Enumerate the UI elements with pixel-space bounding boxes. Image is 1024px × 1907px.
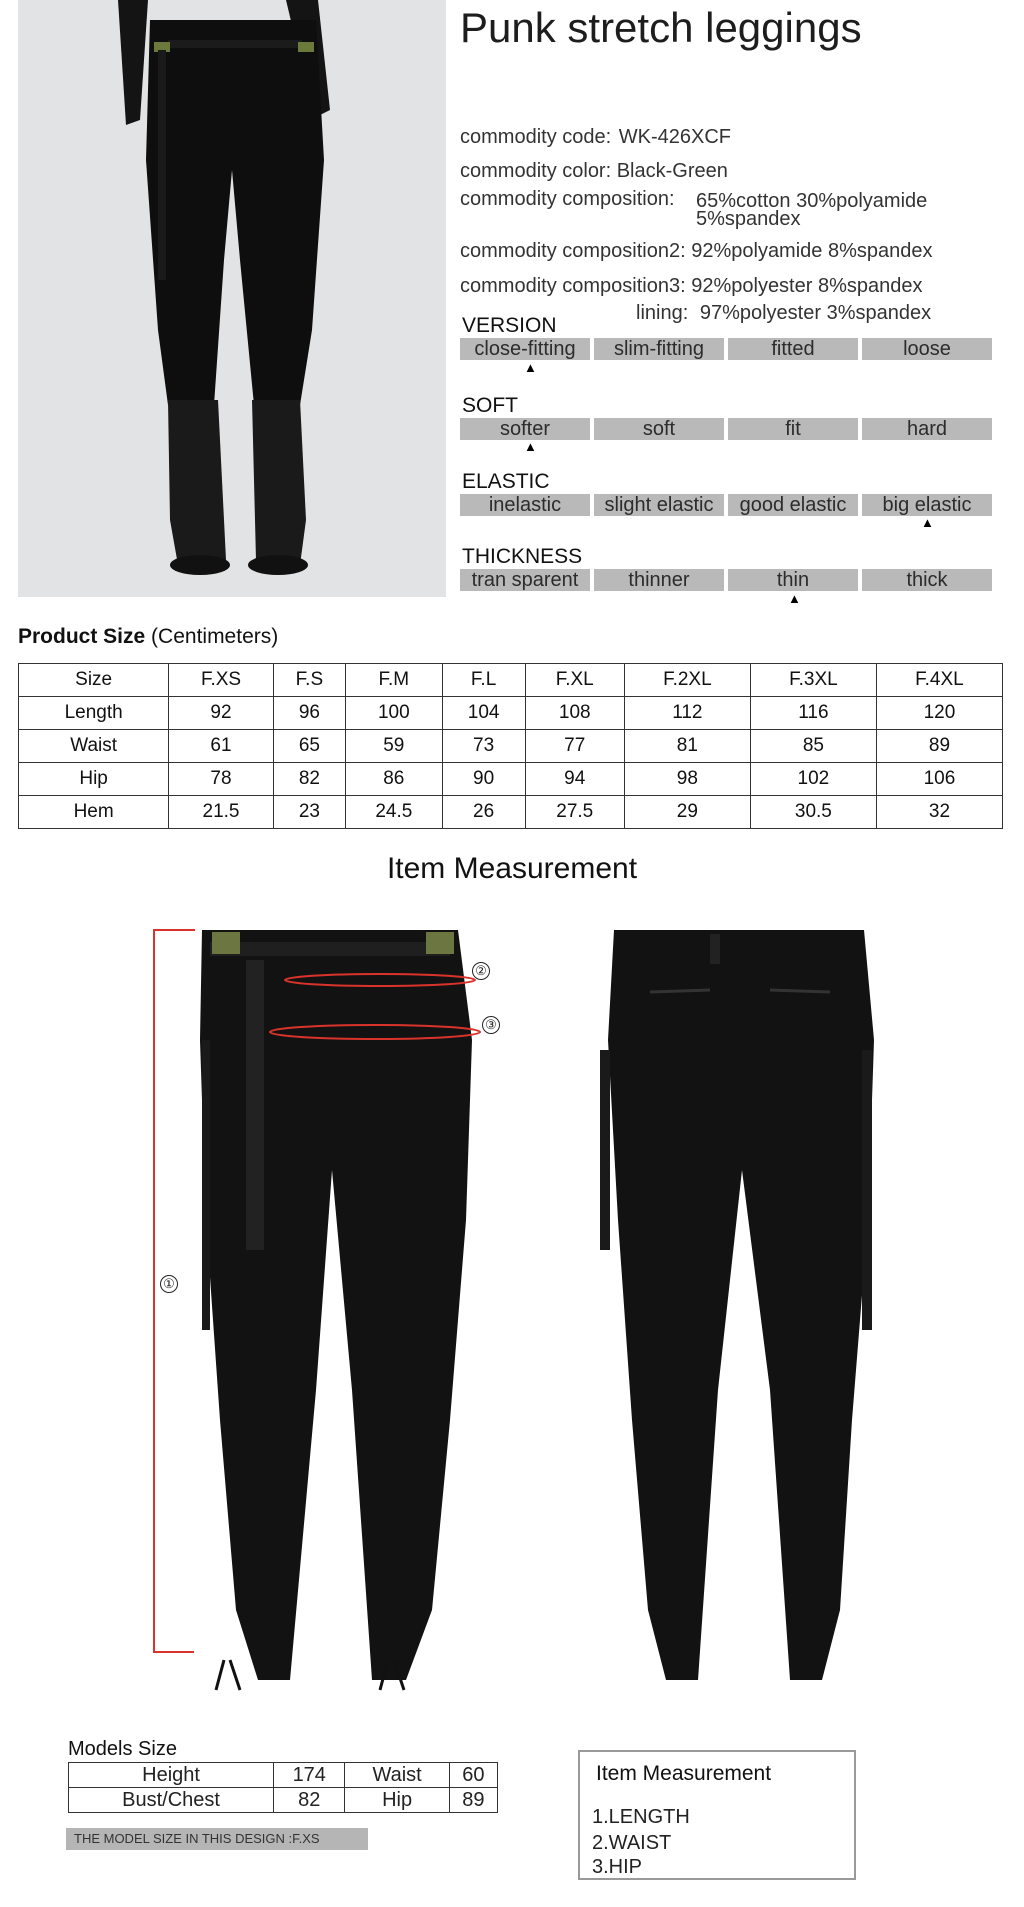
table-header-cell: F.L [442, 664, 525, 697]
table-cell: 27.5 [525, 796, 624, 829]
measurement-lines [150, 928, 510, 1678]
spec-composition2 [460, 240, 933, 263]
table-cell: 89 [449, 1788, 497, 1813]
spec-color [460, 160, 728, 183]
triangle-marker-icon: ▲ [921, 515, 934, 530]
spec-value: 92%polyester 8%spandex [691, 275, 923, 297]
table-cell: 174 [274, 1763, 345, 1788]
table-header-cell: F.M [346, 664, 443, 697]
attr-option: thick [862, 569, 992, 591]
size-chart-table [18, 663, 1003, 829]
attr-option: big elastic [862, 494, 992, 516]
table-header-cell: F.3XL [750, 664, 876, 697]
attr-option: close-fitting [460, 338, 590, 360]
table-cell: 59 [346, 730, 443, 763]
table-cell: Bust/Chest [69, 1788, 274, 1813]
table-cell: 21.5 [169, 796, 274, 829]
spec-value: WK-426XCF [618, 126, 731, 148]
table-cell: Hip [345, 1788, 449, 1813]
table-header-cell: F.4XL [876, 664, 1002, 697]
attr-option: hard [862, 418, 992, 440]
table-cell: 24.5 [346, 796, 443, 829]
table-cell: 96 [273, 697, 345, 730]
table-row [19, 697, 1003, 730]
legend-title: Item Measurement [596, 1762, 772, 1785]
table-cell: 60 [449, 1763, 497, 1788]
size-chart-unit: (Centimeters) [151, 625, 279, 648]
attr-option: thin [728, 569, 858, 591]
table-header-cell: Size [19, 664, 169, 697]
model-photo [18, 0, 446, 597]
attr-option: softer [460, 418, 590, 440]
attr-version-heading: VERSION [462, 314, 557, 337]
table-row [19, 730, 1003, 763]
spec-value: 92%polyamide 8%spandex [691, 240, 933, 262]
length-marker: ① [160, 1275, 178, 1293]
triangle-marker-icon: ▲ [524, 439, 537, 454]
table-cell: 98 [624, 763, 750, 796]
table-row [19, 796, 1003, 829]
spec-value: 97%polyester 3%spandex [699, 302, 932, 324]
back-pants-image [590, 920, 890, 1700]
attr-option: loose [862, 338, 992, 360]
attr-option: inelastic [460, 494, 590, 516]
table-row [19, 664, 1003, 697]
attr-option: fitted [728, 338, 858, 360]
spec-lining [636, 302, 931, 325]
measurement-legend [578, 1750, 856, 1880]
table-cell: 120 [876, 697, 1002, 730]
spec-label: commodity composition2: [460, 240, 686, 262]
legend-item: 3.HIP [592, 1856, 643, 1878]
table-cell: Waist [345, 1763, 449, 1788]
table-cell: 104 [442, 697, 525, 730]
table-cell: 112 [624, 697, 750, 730]
measurement-title: Item Measurement [386, 852, 638, 885]
attr-elastic-heading: ELASTIC [462, 470, 550, 493]
attr-elastic-scale [460, 494, 992, 516]
table-cell: 86 [346, 763, 443, 796]
attr-thickness-heading: THICKNESS [462, 545, 583, 568]
table-cell: 100 [346, 697, 443, 730]
product-title: Punk stretch leggings [460, 4, 862, 51]
table-cell: Length [19, 697, 169, 730]
table-cell: Hip [19, 763, 169, 796]
table-cell: 92 [169, 697, 274, 730]
attr-option: soft [594, 418, 724, 440]
table-cell: 26 [442, 796, 525, 829]
table-cell: 94 [525, 763, 624, 796]
table-cell: 85 [750, 730, 876, 763]
table-cell: 61 [169, 730, 274, 763]
models-size-heading: Models Size [68, 1738, 177, 1760]
spec-value: Black-Green [616, 160, 728, 182]
table-cell: 90 [442, 763, 525, 796]
models-size-table [68, 1762, 498, 1813]
table-row [69, 1763, 498, 1788]
table-cell: Waist [19, 730, 169, 763]
spec-label: commodity composition3: [460, 275, 686, 297]
attr-option: tran sparent [460, 569, 590, 591]
spec-label: commodity code: [460, 126, 612, 148]
table-header-cell: F.XS [169, 664, 274, 697]
table-header-cell: F.S [273, 664, 345, 697]
table-cell: 116 [750, 697, 876, 730]
legend-item: 1.LENGTH [592, 1806, 690, 1828]
table-cell: 65 [273, 730, 345, 763]
table-cell: 108 [525, 697, 624, 730]
triangle-marker-icon: ▲ [788, 591, 801, 606]
attr-soft-scale [460, 418, 992, 440]
table-cell: Hem [19, 796, 169, 829]
hip-marker: ③ [482, 1016, 500, 1034]
table-header-cell: F.2XL [624, 664, 750, 697]
table-cell: 29 [624, 796, 750, 829]
table-cell: 78 [169, 763, 274, 796]
legend-item: 2.WAIST [592, 1832, 672, 1854]
table-cell: 32 [876, 796, 1002, 829]
spec-value: 5%spandex [696, 208, 801, 230]
spec-label: lining: [636, 302, 689, 324]
table-cell: 82 [274, 1788, 345, 1813]
size-chart-heading [18, 625, 278, 649]
spec-composition [460, 188, 928, 230]
table-cell: 30.5 [750, 796, 876, 829]
table-cell: 102 [750, 763, 876, 796]
model-size-note: THE MODEL SIZE IN THIS DESIGN :F.XS [66, 1828, 368, 1850]
table-cell: 89 [876, 730, 1002, 763]
attr-option: thinner [594, 569, 724, 591]
table-row [69, 1788, 498, 1813]
table-row [19, 763, 1003, 796]
table-cell: 81 [624, 730, 750, 763]
attr-option: fit [728, 418, 858, 440]
spec-value: 65%cotton 30%polyamide [696, 190, 928, 212]
table-cell: Height [69, 1763, 274, 1788]
attr-soft-heading: SOFT [462, 394, 518, 417]
attr-thickness-scale [460, 569, 992, 591]
attr-option: slight elastic [594, 494, 724, 516]
attr-version-scale [460, 338, 992, 360]
table-cell: 23 [273, 796, 345, 829]
triangle-marker-icon: ▲ [524, 360, 537, 375]
table-cell: 82 [273, 763, 345, 796]
waist-marker: ② [472, 962, 490, 980]
table-cell: 106 [876, 763, 1002, 796]
attr-option: slim-fitting [594, 338, 724, 360]
size-chart-title: Product Size [18, 625, 146, 648]
table-header-cell: F.XL [525, 664, 624, 697]
spec-composition3 [460, 275, 922, 298]
spec-code [460, 126, 731, 149]
attr-option: good elastic [728, 494, 858, 516]
table-cell: 77 [525, 730, 624, 763]
spec-label: commodity color: [460, 160, 612, 182]
table-cell: 73 [442, 730, 525, 763]
spec-label: commodity composition: [460, 188, 675, 210]
